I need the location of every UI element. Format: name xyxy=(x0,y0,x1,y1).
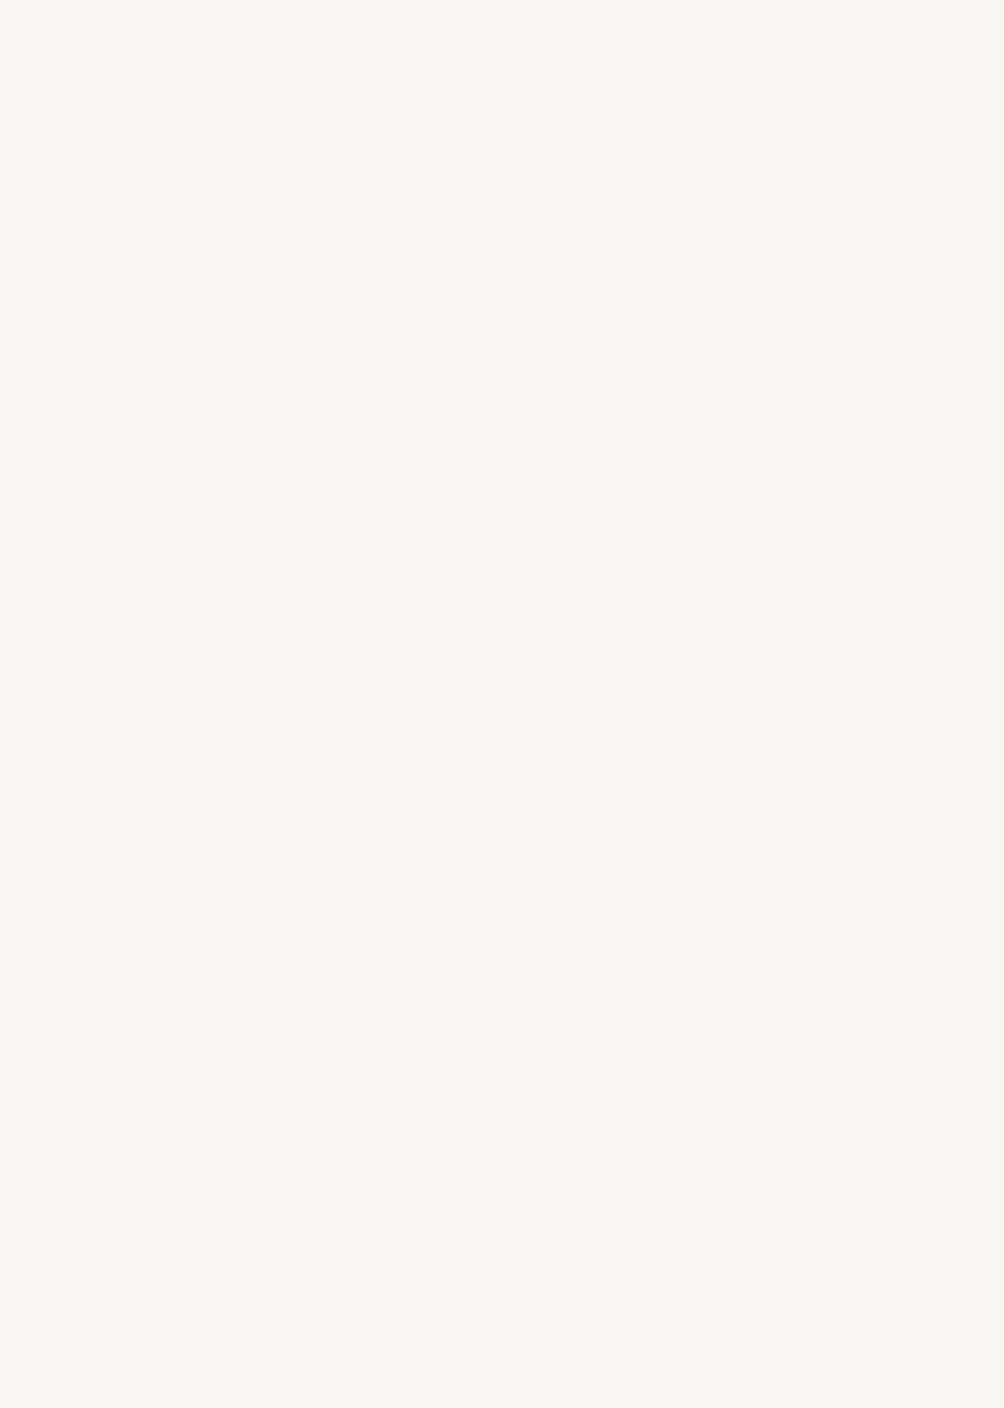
lower-text-block xyxy=(78,700,886,1300)
running-head xyxy=(903,126,931,646)
upper-text-block xyxy=(78,92,886,692)
page-number xyxy=(902,1110,930,1200)
